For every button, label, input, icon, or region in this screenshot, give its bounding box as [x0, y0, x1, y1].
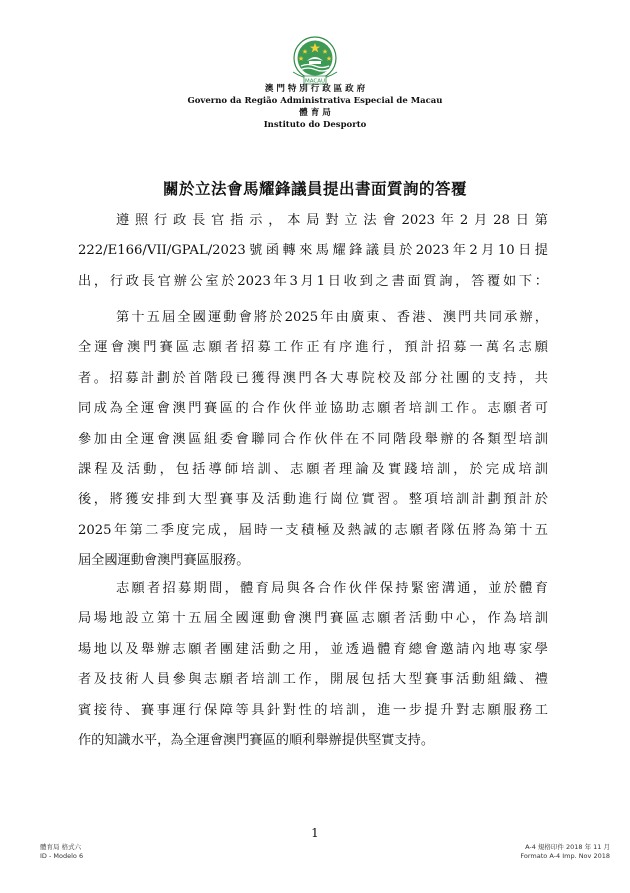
footer-print-format-pt: Formato A-4 Imp. Nov 2018: [520, 852, 610, 860]
page-number: 1: [311, 826, 319, 840]
paragraph-line: 局場地設立第十五屆全國運動會澳門賽區志願者活動中心，作為培訓: [78, 611, 548, 627]
paragraph-volunteer-recruitment: [78, 303, 548, 577]
paragraph-line: 志願者招募期間，體育局與各合作伙伴保持緊密溝通，並於體育: [116, 581, 548, 596]
paragraph-line: 2025年第二季度完成，屆時一支積極及熱誠的志願者隊伍將為第十五: [78, 522, 548, 538]
paragraph-line: 全運會澳門賽區志願者招募工作正有序進行，預計招募一萬名志願: [78, 340, 548, 356]
macau-emblem: [287, 34, 343, 86]
document-title: 關於立法會馬耀鋒議員提出書面質詢的答覆: [162, 179, 467, 198]
paragraph-intro: [78, 206, 548, 297]
paragraph-line: 第十五屆全國運動會將於2025年由廣東、香港、澳門共同承辦，: [116, 310, 548, 325]
paragraph-volunteer-training: [78, 574, 548, 756]
paragraph-line: 作的知識水平，為全運會澳門賽區的順利舉辦提供堅實支持。: [78, 732, 435, 748]
gov-name-pt: Governo da Região Administrativa Especial de Macau: [187, 96, 443, 106]
footer-print-format: [520, 843, 610, 861]
dept-name-pt: Instituto do Desporto: [263, 120, 367, 130]
footer-print-format-zh: A-4 規格印件 2018 年 11 月: [525, 843, 610, 851]
paragraph-line: 賓接待、賽事運行保障等具針對性的培訓，進一步提升對志願服務工: [78, 702, 548, 718]
gov-name-zh: 澳 門 特 別 行 政 區 政 府: [264, 84, 366, 94]
paragraph-line: 出，行政長官辦公室於2023年3月1日收到之書面質詢，答覆如下：: [78, 273, 548, 289]
footer-form-id: [40, 843, 83, 861]
dept-name-zh: 體 育 局: [299, 108, 331, 118]
paragraph-line: 參加由全運會澳區組委會聯同合作伙伴在不同階段舉辦的各類型培訓: [78, 431, 548, 447]
paragraph-line: 場地以及舉辦志願者團建活動之用，並透過體育總會邀請內地專家學: [78, 641, 548, 657]
paragraph-line: 後，將獲安排到大型賽事及活動進行崗位實習。整項培訓計劃預計於: [78, 492, 548, 508]
footer-form-id-pt: ID - Modelo 6: [40, 852, 84, 860]
emblem-text: MACAU: [304, 78, 326, 85]
paragraph-line: 222/E166/VII/GPAL/2023號函轉來馬耀鋒議員於2023年2月10日提: [78, 243, 548, 259]
paragraph-line: 課程及活動，包括導師培訓、志願者理論及實踐培訓，於完成培訓: [78, 461, 548, 477]
paragraph-line: 者及技術人員參與志願者培訓工作，開展包括大型賽事活動組織、禮: [78, 672, 548, 688]
paragraph-line: 同成為全運會澳門賽區的合作伙伴並協助志願者培訓工作。志願者可: [78, 401, 548, 417]
paragraph-line: 者。招募計劃於首階段已獲得澳門各大專院校及部分社團的支持，共: [78, 370, 548, 386]
footer-form-id-zh: 體育局 格式六: [40, 843, 82, 851]
paragraph-line: 屆全國運動會澳門賽區服務。: [78, 553, 250, 569]
paragraph-line: 遵照行政長官指示，本局對立法會2023年2月28日第: [116, 213, 548, 228]
